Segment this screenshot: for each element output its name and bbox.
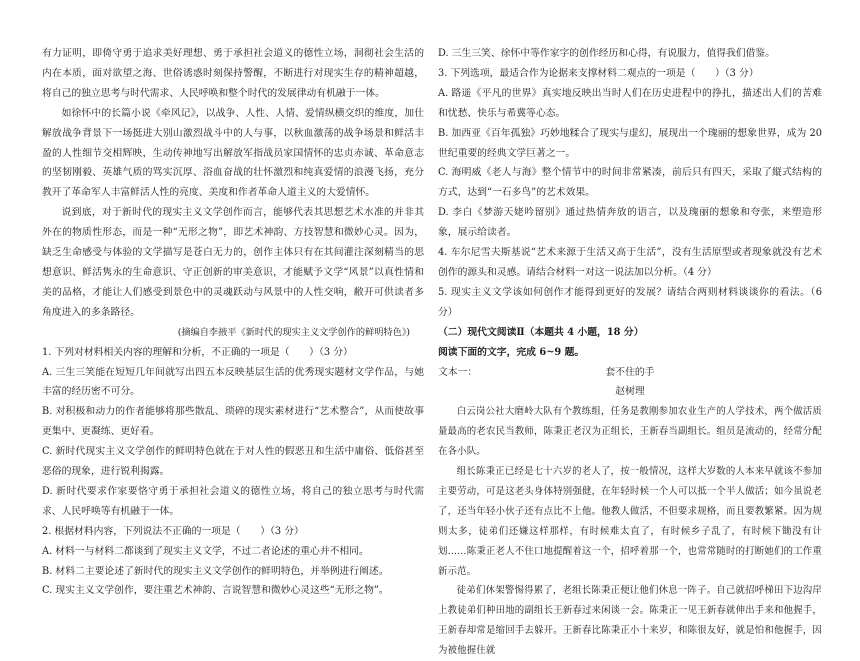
question-5: 5. 现实主义文学该如何创作才能得到更好的发展？请结合两则材料谈谈你的看法。（6 分） [438, 286, 822, 318]
story-title: 套不住的手 [605, 366, 655, 378]
section-heading: （二）现代文阅读Ⅱ（本题共 4 小题，18 分） [438, 326, 644, 338]
question-3-option-b: B. 加西亚《百年孤独》巧妙地糅合了现实与虚幻，展现出一个瑰丽的想象世界，成为 20 世纪重要的经典文学巨著之一。 [438, 127, 822, 159]
question-3: 3. 下列选项，最适合作为论据来支撑材料二观点的一项是（ ）（3 分） [438, 67, 759, 79]
story-author: 赵树理 [615, 386, 645, 398]
story-paragraph: 组长陈秉正已经是七十六岁的老人了，按一般情况，这样大岁数的人本来早就该不参加主要劳动，可是这老头身体特别强健，在年轻时候一个人可以抵一个半人做活；如今虽说老了，还当年轻小伙子还有点比不上他。他教人做活，不但要求规格，而且要教繁紧。因为规则太多，徒弟们还嫌这样那样，有时候难太直了，有时候乡子乱了，有时候下锄没有计划……陈秉正老人不住口地提醒着这一个，招呼着那一个，也常常随时的打断她们的工作重新示范。 [438, 466, 822, 577]
question-2-option-b: B. 材料二主要论述了新时代的现实主义文学创作的鲜明特色，并举例进行阐述。 [42, 565, 389, 577]
question-1-option-b: B. 对积极和动力的作者能够将那些散乱、琐碎的现实素材进行“艺术整合”，从而使故事更集中、更凝练、更好看。 [42, 406, 424, 438]
text-label: 文本一： [438, 366, 478, 378]
question-3-option-a: A. 路遥《平凡的世界》真实地反映出当时人们在历史进程中的挣扎，描述出人们的苦难和忧愁、快乐与希冀等心态。 [438, 87, 822, 119]
passage-paragraph: 如徐怀中的长篇小说《牵风记》，以战争、人性、人情、爱情纵横交织的维度，加仕解放战争背景下一场挺进大别山激烈战斗中的人与事，以秋血激荡的战争场景和鲜活丰盈的人性细节交相辉映，生动传神地写出解放军指战员家国情怀的忠贞赤诚、革命意志的坚韧刚毅、英雄气质的骂实沉厚、浴血奋战的壮怀激烈和纯真爱情的浪漫飞扬，充分教开了革命军人丰富鲜活人性的亮度、美度和作者革命人道主义的大爱情怀。 [42, 107, 424, 199]
question-2-option-d: D. 三生三笑、徐怀中等作家字的创作经历和心得，有说服力，值得我们借鉴。 [438, 48, 776, 59]
passage-paragraph: 有力证明，即倚守勇于追求美好理想、勇于承担社会道义的德性立场，洞彻社会生活的内在本质，面对欲望之海、世俗诱惑时刻保持警醒，不断进行对现实生存的精神超越，将自己的独立思考与时代需求、人民呼唤和整个时代的发展律动有机融于一体。 [42, 48, 424, 99]
passage-paragraph: 说到底，对于新时代的现实主义文学创作而言，能够代表其思想艺术水准的并非其外在的物质性形态，而是一种“无形之物”，即艺术神韵、方技智慧和微妙心灵。因为，缺乏生命感受与体验的文学描写是苍白无力的，创作主体只有在其间灌注深刻精当的思想意识、鲜活隽永的生命意识、守正创新的审美意识，才能赋予文学“风景”以真性情和美的品格，才能让人们感受到景色中的灵魂跃动与风景中的人性交响，敝开可供读者多角度进入的多条路径。 [42, 207, 424, 318]
section-instruction: 阅读下面的文字，完成 6~9 题。 [438, 346, 585, 358]
story-paragraph: 徒弟们休架警惕得累了，老组长陈秉正便让他们休息一阵子。自己就招呼梯田下边沟岸上教徒弟们种田地的副组长王新春过来闲谈一会。陈秉正一见王新春就伸出手来和他握手，王新春却常是缩回手去躲开。王新春比陈秉正小十来岁，和陈很友好，就是怕和他握手，因为被他握住就 [438, 585, 822, 657]
question-1-option-a: A. 三生三笑能在短短几年间就写出四五本反映基层生活的优秀现实题材文学作品，与她丰富的经历密不可分。 [42, 366, 424, 398]
question-3-option-d: D. 李白《梦游天姥吟留别》通过热情奔放的语言，以及瑰丽的想象和夸张，来塑造形象，展示给读者。 [438, 207, 822, 239]
question-4: 4. 车尔尼雪夫斯基说“艺术来源于生活又高于生活”，没有生活原型或者现象就没有艺术创作的源头和灵感。请结合材料一对这一说法加以分析。（4 分） [438, 247, 822, 278]
left-column [42, 44, 424, 601]
question-2: 2. 根据材料内容，下列说法不正确的一项是（ ）（3 分） [42, 525, 304, 537]
passage-source: (摘编自李掖平《新时代的现实主义文学创作的鲜明特色》) [177, 326, 410, 338]
question-1: 1. 下列对材料相关内容的理解和分析，不正确的一项是（ ）（3 分） [42, 346, 353, 358]
question-2-option-a: A. 材料一与材料二都谈到了现实主义文学，不过二者论述的重心并不相同。 [42, 545, 369, 557]
question-3-option-c: C. 海明威《老人与海》整个情节中的时间非常紧凑，前后只有四天，采取了縦式结构的方式，达到“一石多鸟”的艺术效果。 [438, 167, 822, 199]
question-1-option-d: D. 新时代要求作家要恪守勇于承担社会道义的德性立场，将自己的独立思考与时代需求、人民呼唤等有机融于一体。 [42, 485, 424, 517]
question-1-option-c: C. 新时代现实主义文学创作的鲜明特色就在于对人性的假恶丑和生活中庸俗、低俗甚至恶俗的现象，进行锐利揭露。 [42, 446, 424, 478]
question-2-option-c: C. 现实主义文学创作，要注重艺术神韵、言说智慧和微妙心灵这些“无形之物”。 [42, 585, 389, 597]
story-title-row [438, 363, 822, 383]
right-column [438, 44, 822, 661]
story-paragraph: 白云岗公社大磨岭大队有个教练组，任务是教刚参加农业生产的人学技术，两个做活质量最高的老农民当教师，陈秉正老汉为正组长，王新春当副组长。组员是流动的，经常分配在各小队。 [438, 406, 822, 458]
